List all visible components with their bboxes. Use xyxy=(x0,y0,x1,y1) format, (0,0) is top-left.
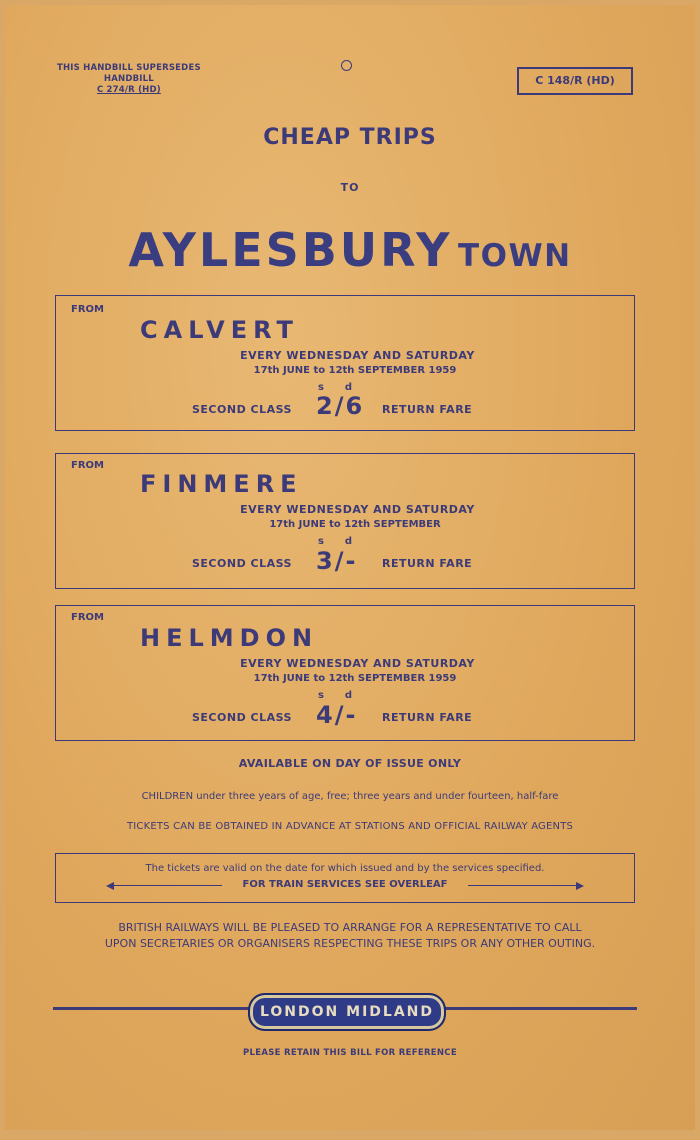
fare-value: 3/- xyxy=(316,547,358,575)
handbill-code: C 148/R (HD) xyxy=(517,67,633,95)
destination-title xyxy=(5,223,695,277)
trip-dates: 17th JUNE to 12th SEPTEMBER xyxy=(269,519,441,530)
fare-units: s d xyxy=(318,536,352,547)
br-note-line1: BRITISH RAILWAYS WILL BE PLEASED TO ARRANGE FOR A REPRESENTATIVE TO CALL xyxy=(118,921,582,934)
trip-dates: 17th JUNE to 12th SEPTEMBER 1959 xyxy=(253,673,457,684)
class-label: SECOND CLASS xyxy=(192,557,292,570)
fare-label: RETURN FARE xyxy=(382,557,473,570)
from-label: FROM xyxy=(71,460,104,471)
supersedes-code: C 274/R (HD) xyxy=(96,85,161,95)
fare-label: RETURN FARE xyxy=(382,711,473,724)
fare-value: 2/6 xyxy=(316,392,365,420)
fare-value: 4/- xyxy=(316,701,358,729)
trip-box-finmere xyxy=(55,453,635,589)
children-note: CHILDREN under three years of age, free; three years and under fourteen, half-fare xyxy=(141,791,559,802)
availability-note: AVAILABLE ON DAY OF ISSUE ONLY xyxy=(238,757,462,770)
supersedes-line1: THIS HANDBILL SUPERSEDES xyxy=(57,63,201,73)
punch-hole xyxy=(341,60,352,71)
class-label: SECOND CLASS xyxy=(192,711,292,724)
fare-units: s d xyxy=(318,690,352,701)
logo-text: LONDON MIDLAND xyxy=(259,1004,434,1020)
from-label: FROM xyxy=(71,304,104,315)
supersedes-line2: HANDBILL xyxy=(103,74,154,84)
london-midland-logo xyxy=(248,993,446,1031)
validity-note: The tickets are valid on the date for which issued and by the services specified. xyxy=(145,863,545,874)
trip-box-calvert xyxy=(55,295,635,431)
class-label: SECOND CLASS xyxy=(192,403,292,416)
from-label: FROM xyxy=(71,612,104,623)
station-name: HELMDON xyxy=(140,624,319,652)
trip-dates: 17th JUNE to 12th SEPTEMBER 1959 xyxy=(253,365,457,376)
trip-days: EVERY WEDNESDAY AND SATURDAY xyxy=(240,503,475,516)
title-cheap-trips: CHEAP TRIPS xyxy=(263,125,437,150)
arrow-right-icon xyxy=(576,882,584,890)
arrow-right-line xyxy=(468,885,578,886)
station-name: FINMERE xyxy=(140,470,303,498)
trip-days: EVERY WEDNESDAY AND SATURDAY xyxy=(240,349,475,362)
handbill xyxy=(5,5,695,1130)
station-name: CALVERT xyxy=(140,316,299,344)
fare-units: s d xyxy=(318,382,352,393)
validity-box xyxy=(55,853,635,903)
overleaf-note: FOR TRAIN SERVICES SEE OVERLEAF xyxy=(242,879,448,890)
trip-box-helmdon xyxy=(55,605,635,741)
tickets-note: TICKETS CAN BE OBTAINED IN ADVANCE AT STATIONS AND OFFICIAL RAILWAY AGENTS xyxy=(126,821,574,832)
supersedes-note xyxy=(57,63,201,96)
destination-suffix: TOWN xyxy=(457,238,572,274)
title-to: TO xyxy=(340,181,360,194)
retain-note: PLEASE RETAIN THIS BILL FOR REFERENCE xyxy=(243,1048,457,1058)
destination-main: AYLESBURY xyxy=(128,223,453,277)
trip-days: EVERY WEDNESDAY AND SATURDAY xyxy=(240,657,475,670)
fare-label: RETURN FARE xyxy=(382,403,473,416)
br-note-line2: UPON SECRETARIES OR ORGANISERS RESPECTING THESE TRIPS OR ANY OTHER OUTING. xyxy=(104,937,596,950)
